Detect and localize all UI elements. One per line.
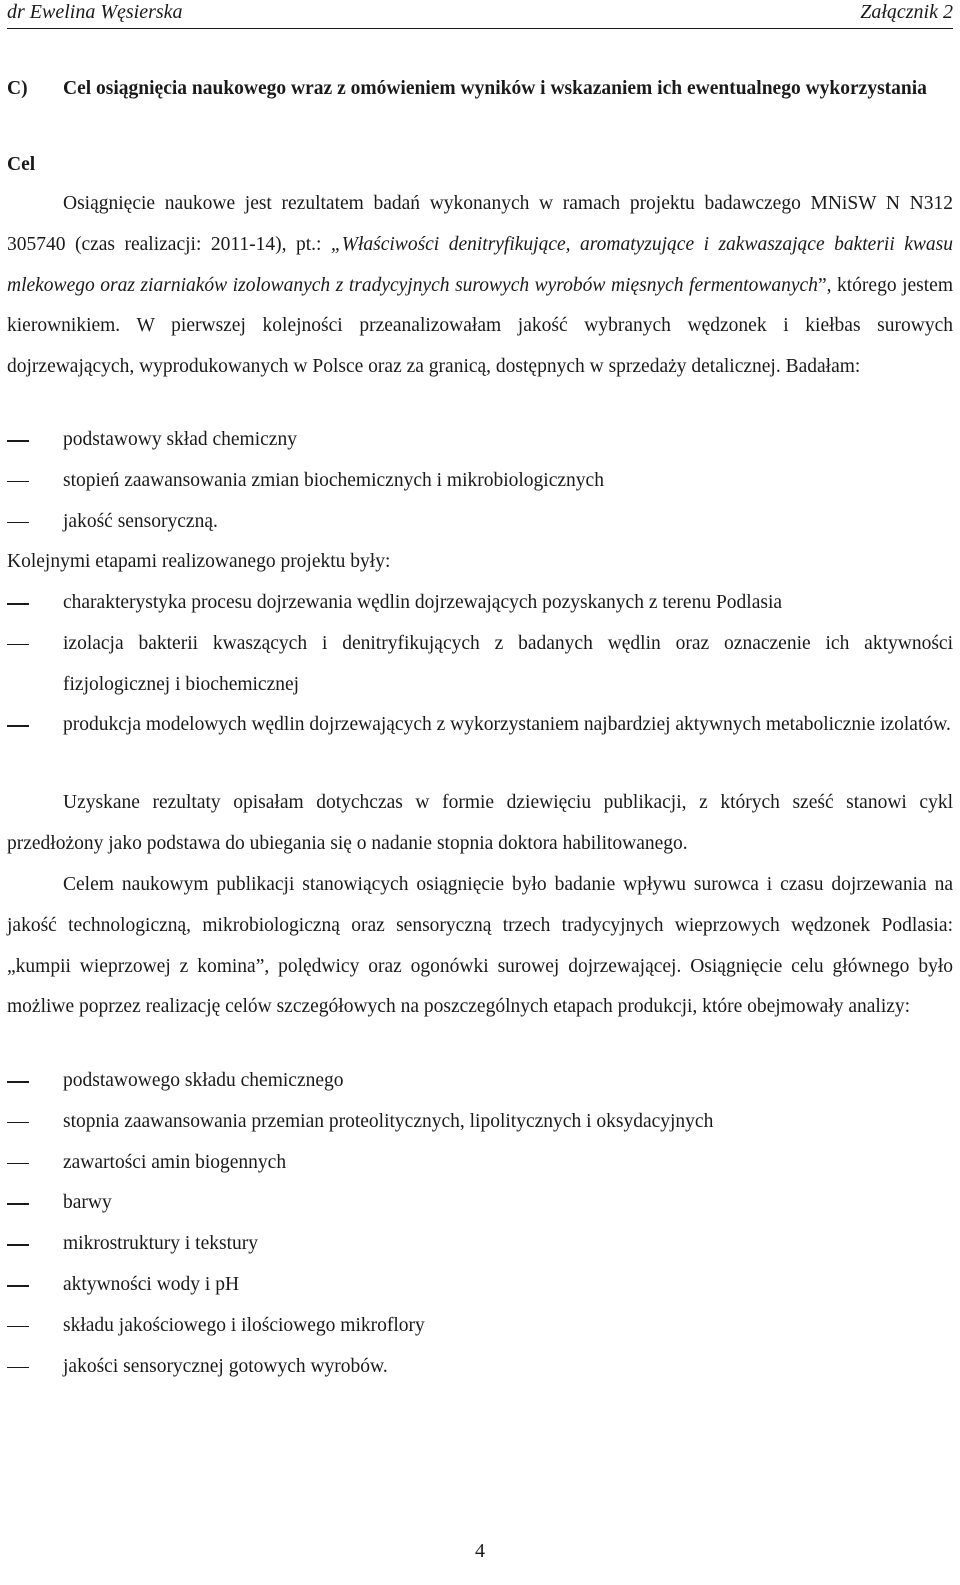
list-item-text: izolacja bakterii kwaszących i denitryfikujących z badanych wędlin oraz oznaczenie ich aktywności fizjologicznej i biochemicznej [63,632,953,695]
list-item-text: aktywności wody i pH [63,1273,240,1295]
list-item [7,1102,953,1143]
paragraph-research-goal: Celem naukowym publikacji stanowiących osiągnięcie było badanie wpływu surowca i czasu dojrzewania na jakość technologiczną, mikrobiologiczną oraz sensoryczną trzech tradycyjnych wieprzowych wędzonek Podlasia: „kumpii wieprzowej z komina”, polędwicy oraz ogonówki surowej dojrzewającej. Osiągnięcie celu głównego było możliwe poprzez realizację celów szczegółowych na poszczególnych etapach produkcji, które obejmowały analizy: [7,874,953,1018]
list-item-text: podstawowy skład chemiczny [63,429,297,450]
list-item-text: produkcja modelowych wędlin dojrzewających z wykorzystaniem najbardziej aktywnych metabolicznie izolatów. [63,714,951,736]
list-item-text: jakość sensoryczną. [63,510,218,532]
list-item [7,1265,953,1306]
list-item [7,461,953,502]
list-item [7,420,953,461]
list-item [7,1061,953,1102]
list-item [7,1347,953,1388]
list-item-text: barwy [63,1192,112,1214]
list-item-text: zawartości amin biogennych [63,1151,287,1173]
project-title-text: „Właściwości denitryfikujące, aromatyzujące i zakwaszające bakterii kwasu mlekowego oraz ziarniaków izolowanych z tradycyjnych surowych wyrobów mięsnych fermentowanych [7,233,953,296]
list-item [7,1183,953,1224]
list-detailed-analyses [7,1061,953,1387]
paragraph-stages-intro: Kolejnymi etapami realizowanego projektu były: [7,551,391,572]
list-item [7,1306,953,1347]
page-header [7,0,953,29]
section-title: Cel osiągnięcia naukowego wraz z omówieniem wyników i wskazaniem ich ewentualnego wykorzystania [63,78,927,99]
list-item [7,583,953,624]
list-analyses-initial [7,420,953,542]
list-item-text: podstawowego składu chemicznego [63,1070,344,1091]
project-rest-text: ”, którego jestem kierownikiem. W pierwszej kolejności przeanalizowałam jakość wybranych wędzonek i kiełbas surowych dojrzewających, wyprodukowanych w Polsce oraz za granicą, dostępnych w sprzedaży detalicznej. Badałam: [7,274,954,378]
list-item [7,624,953,706]
list-item-text: mikrostruktury i tekstury [63,1233,258,1255]
list-item [7,502,953,543]
list-item [7,1224,953,1265]
header-author: dr Ewelina Węsierska [7,1,183,23]
header-appendix: Załącznik 2 [860,1,953,23]
list-item-text: składu jakościowego i ilościowego mikroflory [63,1314,425,1336]
paragraph-publications: Uzyskane rezultaty opisałam dotychczas w formie dziewięciu publikacji, z których sześć stanowi cykl przedłożony jako podstawa do ubiegania się o nadanie stopnia doktora habilitowanego. [7,792,953,854]
list-item [7,705,953,746]
list-item-text: stopień zaawansowania zmian biochemicznych i mikrobiologicznych [63,469,604,491]
list-project-stages [7,583,953,746]
list-item-text: stopnia zaawansowania przemian proteolitycznych, lipolitycznych i oksydacyjnych [63,1110,714,1132]
list-item-text: jakości sensorycznej gotowych wyrobów. [63,1355,388,1377]
list-item-text: charakterystyka procesu dojrzewania wędlin dojrzewających pozyskanych z terenu Podlasia [63,592,783,613]
project-intro-text: Osiągnięcie naukowe jest rezultatem badań wykonanych w ramach projektu badawczego MNiSW N N312 305740 (czas realizacji: 2011-14), pt.: [7,193,953,255]
page-number: 4 [475,1540,485,1562]
list-item [7,1143,953,1184]
paragraph-project [7,184,953,388]
section-letter: C) [7,78,28,99]
subheading-cel: Cel [7,154,36,175]
